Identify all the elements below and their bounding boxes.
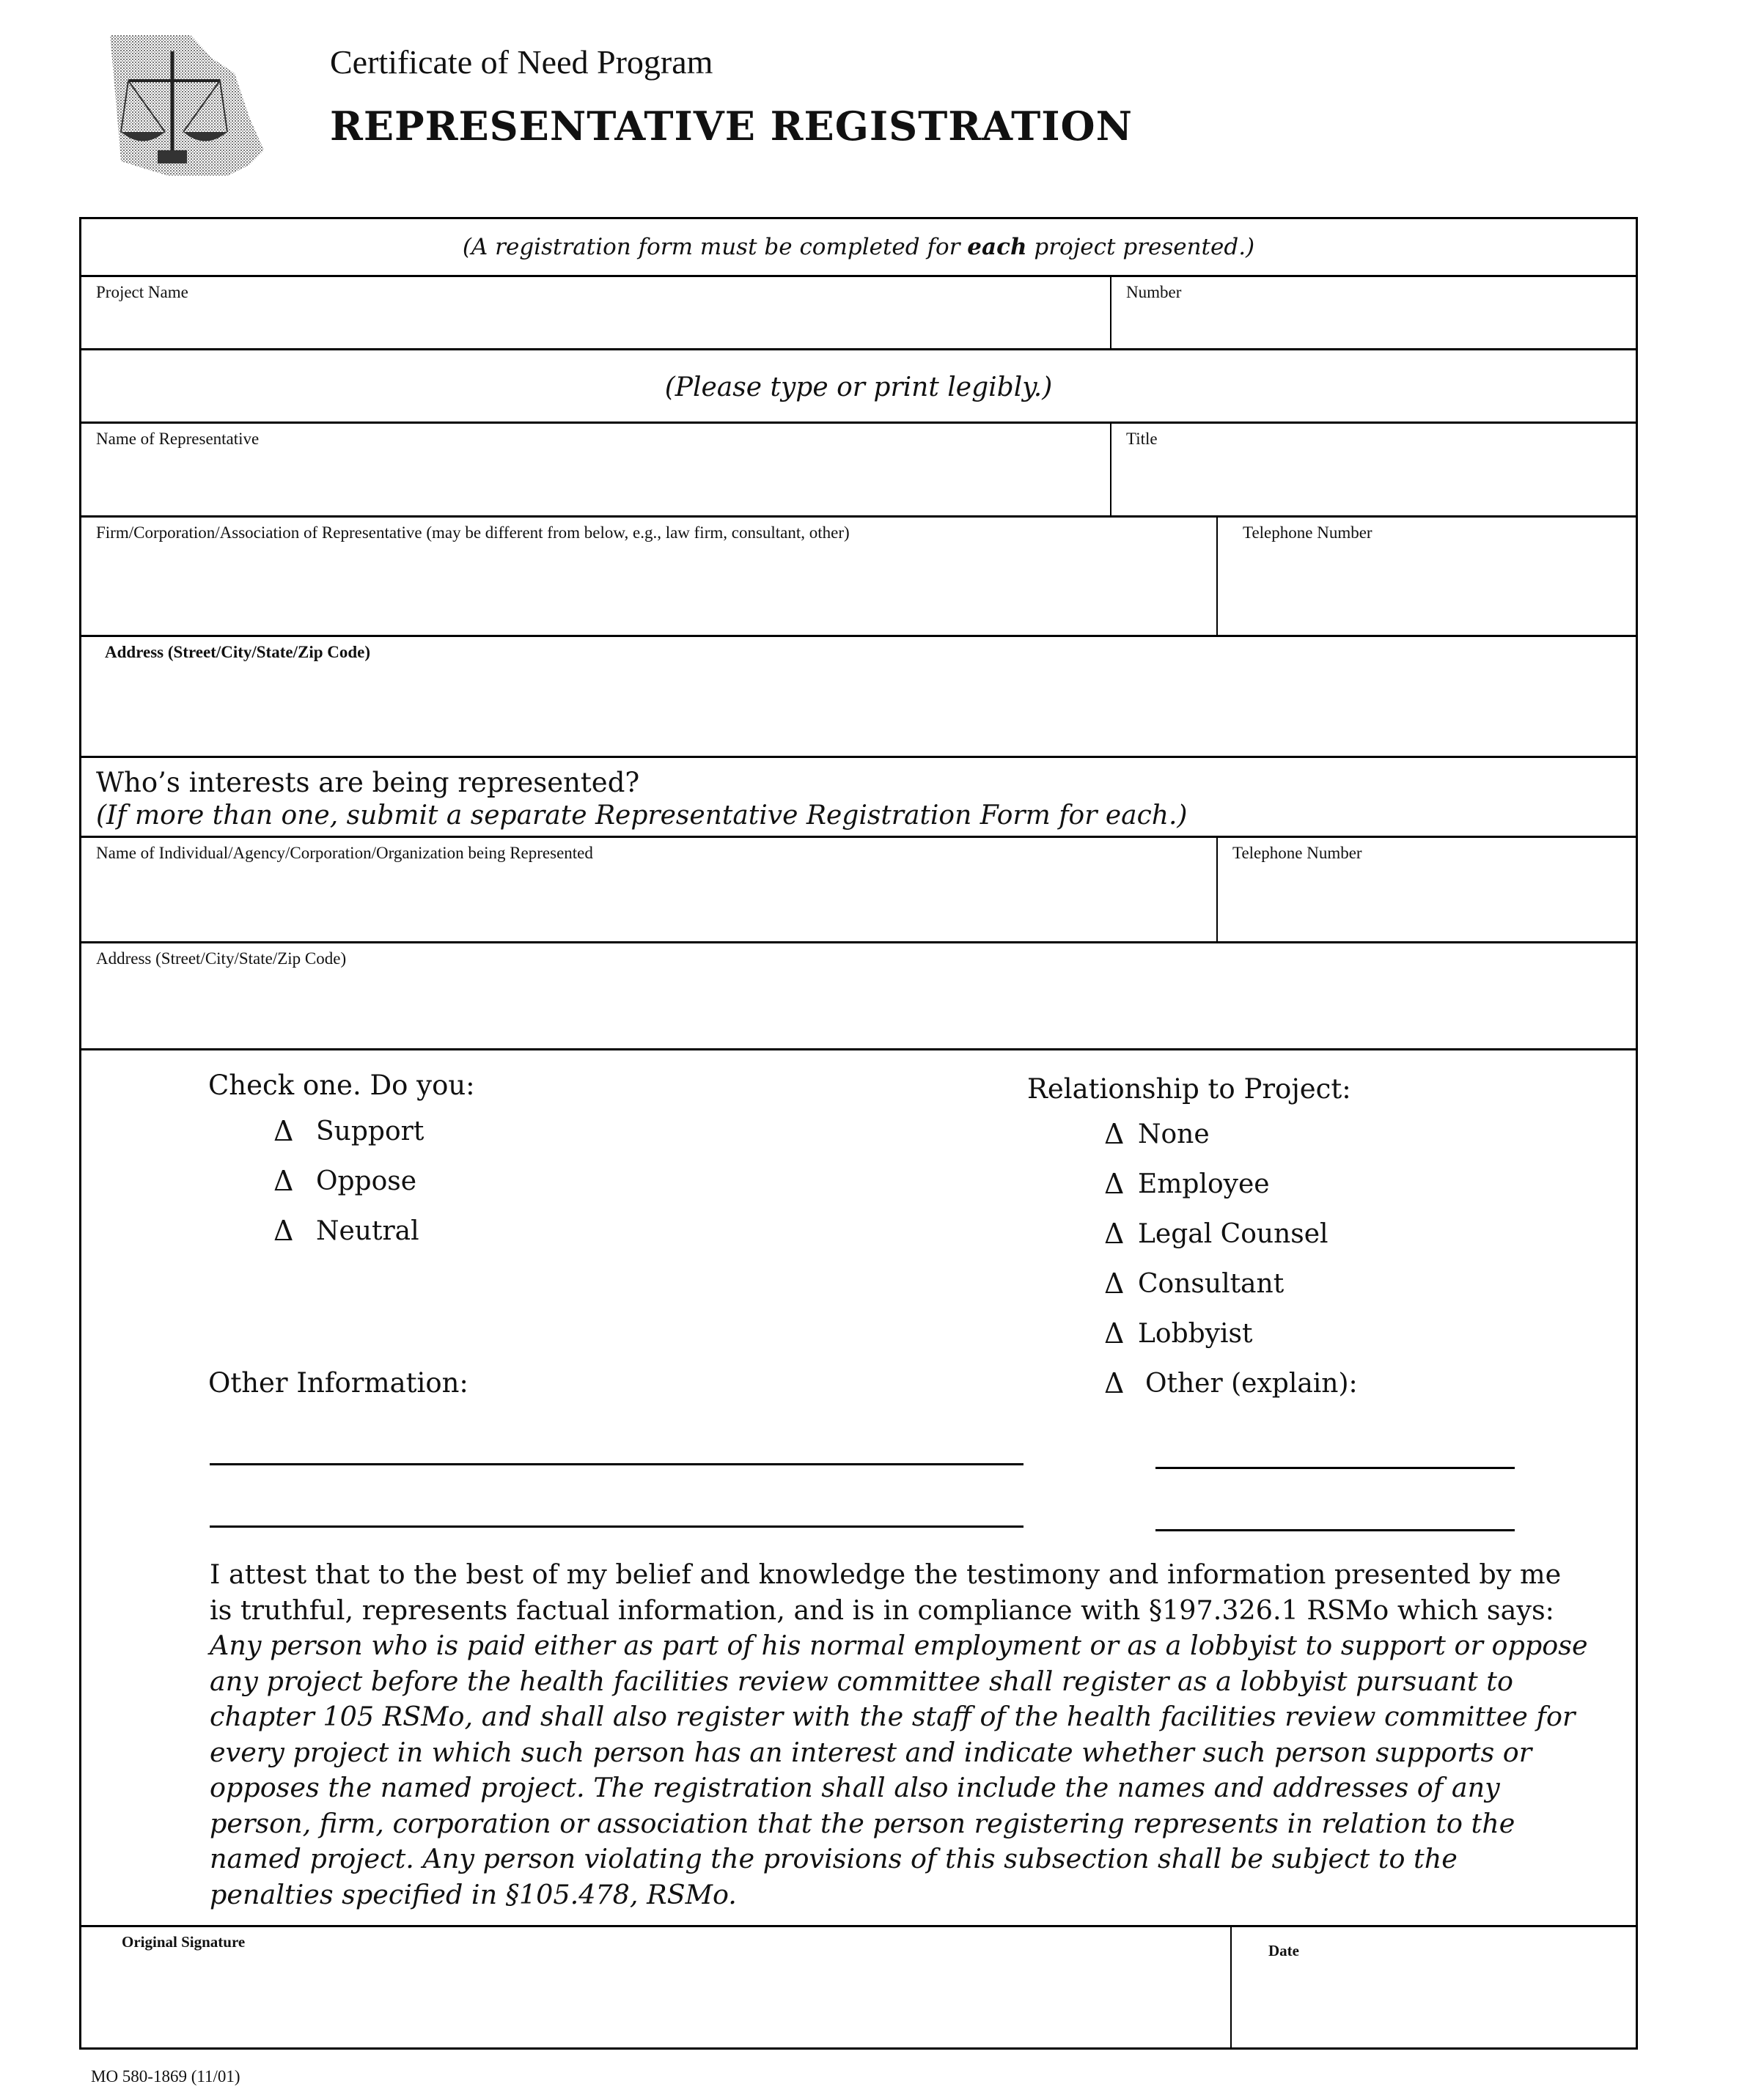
interests-question: Who’s interests are being represented? [96, 767, 640, 798]
form-id: MO 580-1869 (11/01) [91, 2067, 240, 2086]
firm-input[interactable] [93, 550, 1205, 627]
date-input[interactable] [1243, 1959, 1624, 2042]
representative-name-cell [81, 424, 1110, 515]
option-neutral[interactable]: Δ Neutral [273, 1215, 419, 1247]
interests-note: (If more than one, submit a separate Representative Registration Form for each.) [96, 800, 1188, 831]
represented-telephone-cell [1216, 838, 1636, 941]
project-name-input[interactable] [93, 309, 1098, 341]
project-number-input[interactable] [1123, 309, 1624, 341]
representative-address-label: Address (Street/City/State/Zip Code) [105, 643, 371, 661]
interests-heading-row [81, 758, 1636, 838]
checkbox-triangle-icon[interactable]: Δ [273, 1165, 294, 1197]
project-number-cell [1110, 277, 1636, 348]
representative-row [81, 424, 1636, 518]
position-label: Check one. Do you: [208, 1070, 475, 1101]
representative-telephone-input[interactable] [1230, 550, 1624, 627]
date-label: Date [1268, 1942, 1299, 1959]
firm-cell [81, 518, 1216, 635]
other-information-line-1[interactable] [210, 1463, 1024, 1465]
represented-name-label: Name of Individual/Agency/Corporation/Organization being Represented [96, 844, 593, 862]
represented-telephone-label: Telephone Number [1232, 844, 1362, 862]
signature-row [81, 1925, 1636, 2050]
checkbox-triangle-icon[interactable]: Δ [1104, 1317, 1125, 1350]
signature-cell [81, 1927, 1230, 2050]
firm-row [81, 518, 1636, 637]
representative-address-input[interactable] [93, 669, 1624, 748]
represented-address-input[interactable] [93, 976, 1624, 1041]
other-information-line-2[interactable] [210, 1525, 1024, 1528]
legibility-note: (Please type or print legibly.) [664, 372, 1053, 402]
represented-name-input[interactable] [93, 870, 1205, 934]
project-name-cell [81, 277, 1110, 348]
checkbox-triangle-icon[interactable]: Δ [1104, 1267, 1125, 1300]
representative-name-input[interactable] [93, 456, 1098, 508]
date-cell [1230, 1927, 1636, 2050]
option-lobbyist[interactable]: Δ Lobbyist [1104, 1317, 1253, 1350]
attestation-text: I attest that to the best of my belief and knowledge the testimony and information presented by me is truthful, represents factual information, and is in compliance with §197.326.1 RSMo which says: Any person who is paid either as part of his normal employment or as a lobbyist to support or oppose any project before the health facilities review committee shall register as a lobbyist pursuant to chapter 105 RSMo, and shall also register with the staff of the health facilities review committee for every project in which such person has an interest and indicate whether such person supports or opposes the named project. The registration shall also include the names and addresses of any person, firm, corporation or association that the person registering represents in relation to the named project. Any person violating the provisions of this subsection shall be subject to the penalties specified in §105.478, RSMo. [210, 1558, 1588, 1910]
option-none[interactable]: Δ None [1104, 1118, 1210, 1150]
option-consultant[interactable]: Δ Consultant [1104, 1267, 1285, 1300]
notice-row [81, 219, 1636, 277]
option-oppose[interactable]: Δ Oppose [273, 1165, 417, 1197]
scales-of-justice-logo-icon [103, 29, 271, 183]
project-row [81, 277, 1636, 350]
project-name-label: Project Name [96, 283, 188, 301]
signature-label: Original Signature [122, 1933, 246, 1951]
representative-title-cell [1110, 424, 1636, 515]
representative-telephone-label: Telephone Number [1243, 523, 1372, 542]
representative-telephone-cell [1216, 518, 1636, 635]
represented-address-row [81, 943, 1636, 1050]
form-title: REPRESENTATIVE REGISTRATION [330, 103, 1133, 150]
registration-form [79, 217, 1638, 2050]
signature-input[interactable] [93, 1959, 1219, 2042]
represented-telephone-input[interactable] [1230, 870, 1624, 934]
represented-party-row [81, 838, 1636, 943]
each-project-notice: (A registration form must be completed for each project presented.) [462, 234, 1255, 260]
representative-address-row [81, 637, 1636, 758]
statute-quote: Any person who is paid either as part of his normal employment or as a lobbyist to support or oppose any project before the health facilities review committee shall register as a lobbyist pursuant to chapter 105 RSMo, and shall also register with the staff of the health facilities review committee for every project in which such person has an interest and indicate whether such person supports or opposes the named project. The registration shall also include the names and addresses of any person, firm, corporation or association that the person registering represents in relation to the named project. Any person violating the provisions of this subsection shall be subject to the penalties specified in §105.478, RSMo. [210, 1630, 1588, 1910]
represented-name-cell [81, 838, 1216, 941]
project-number-label: Number [1126, 283, 1182, 301]
checkbox-triangle-icon[interactable]: Δ [273, 1215, 294, 1247]
other-explain-line-1[interactable] [1155, 1467, 1515, 1469]
legibility-row [81, 350, 1636, 424]
checkbox-triangle-icon[interactable]: Δ [1104, 1168, 1125, 1200]
option-legal-counsel[interactable]: Δ Legal Counsel [1104, 1218, 1328, 1250]
option-employee[interactable]: Δ Employee [1104, 1168, 1270, 1200]
checkbox-triangle-icon[interactable]: Δ [1104, 1218, 1125, 1250]
checkbox-triangle-icon[interactable]: Δ [273, 1115, 294, 1147]
option-other-explain[interactable]: Δ Other (explain): [1104, 1367, 1358, 1399]
firm-label: Firm/Corporation/Association of Representative (may be different from below, e.g., law firm, consultant, other) [96, 523, 850, 542]
checkbox-triangle-icon[interactable]: Δ [1104, 1118, 1125, 1150]
representative-name-label: Name of Representative [96, 430, 260, 448]
represented-address-label: Address (Street/City/State/Zip Code) [96, 949, 347, 968]
checkbox-triangle-icon[interactable]: Δ [1104, 1367, 1125, 1399]
relationship-label: Relationship to Project: [1027, 1073, 1351, 1105]
other-explain-line-2[interactable] [1155, 1529, 1515, 1531]
program-name: Certificate of Need Program [330, 43, 713, 81]
representative-title-input[interactable] [1123, 456, 1624, 508]
option-support[interactable]: Δ Support [273, 1115, 425, 1147]
representative-title-label: Title [1126, 430, 1158, 448]
other-information-label: Other Information: [208, 1367, 468, 1399]
